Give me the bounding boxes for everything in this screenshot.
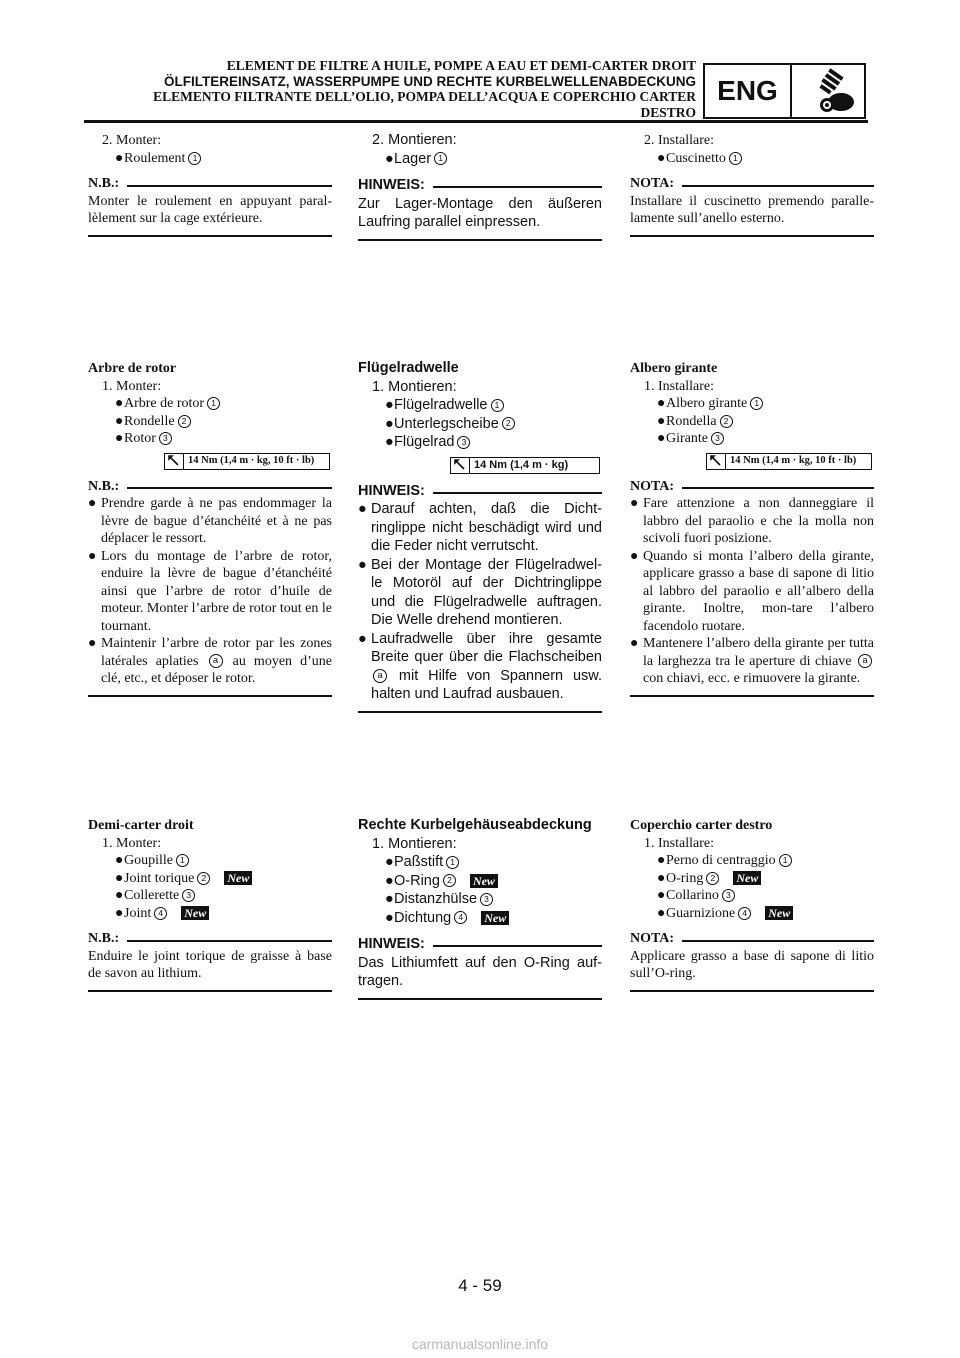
list-item: ● Arbre de rotor 1	[88, 395, 332, 413]
list-item: ● Guarnizione 4 New	[630, 905, 874, 923]
fr-rotor-section	[88, 360, 332, 697]
de-crankcase-section	[358, 816, 602, 1000]
step-label: 1. Monter:	[102, 378, 162, 394]
note-divider	[88, 695, 332, 697]
note-divider	[358, 998, 602, 1000]
torque-wrench-icon	[165, 454, 184, 469]
note-text: Monter le roulement en appuyant paral-lèlement sur la cage extérieure.	[88, 193, 332, 226]
list-item: ● Distanzhülse 3	[358, 890, 602, 909]
header-title-it-2: DESTRO	[640, 104, 696, 120]
step-label: 1. Installare:	[644, 378, 714, 394]
note-header: NOTA:	[630, 478, 874, 496]
note-header: HINWEIS:	[358, 935, 602, 954]
note-bullet: ● Mantenere l’albero della girante per tutta la larghezza tra le aperture di chiave a con chiavi, ecc. e rimuovere la girante.	[630, 636, 874, 686]
note-header: N.B.:	[88, 478, 332, 496]
list-item: ● Girante 3	[630, 430, 874, 448]
section-title: Demi-carter droit	[88, 818, 194, 833]
note-bullet: ● Laufradwelle über ihre gesamte Breite quer über die Flachscheiben a mit Hilfe von Spannern usw. halten und Laufrad ausbauen.	[358, 630, 603, 702]
page-header	[60, 58, 696, 120]
new-part-badge: New	[224, 871, 252, 885]
list-item: ● Perno di centraggio 1	[630, 852, 874, 870]
list-item: ● Albero girante 1	[630, 395, 874, 413]
section-title: Albero girante	[630, 361, 718, 376]
step-label: 1. Monter:	[102, 835, 162, 851]
header-title-it: ELEMENTO FILTRANTE DELL’OLIO, POMPA DELL’ACQUA E COPERCHIO CARTER	[153, 89, 696, 104]
step-label: 1. Installare:	[644, 835, 714, 851]
step-label: 1. Montieren:	[372, 378, 457, 395]
list-item: ● Dichtung 4 New	[358, 909, 602, 928]
list-item: ● Rondella 2	[630, 413, 874, 431]
it-crankcase-section	[630, 817, 874, 992]
note-header: NOTA:	[630, 930, 874, 948]
torque-wrench-icon	[451, 458, 470, 473]
list-item: ● Collerette 3	[88, 887, 332, 905]
list-item: ● Roulement 1	[88, 150, 332, 168]
list-item: ● Flügelrad 3	[358, 433, 602, 452]
it-bearing-section	[630, 132, 874, 237]
step-label: 2. Monter:	[102, 133, 162, 148]
step-label: 2. Installare:	[644, 133, 714, 148]
torque-spec: 14 Nm (1,4 m · kg, 10 ft · lb)	[164, 453, 330, 470]
watermark: carmanualsonline.info	[411, 1336, 549, 1352]
section-title: Rechte Kurbelgehäuseabdeckung	[358, 817, 592, 833]
note-bullet: ● Quando si monta l’albero della girante, applicare grasso a base di sapone di litio al labbro del paraolio e all’albero della girante. Inoltre, mon-tare l’albero facendolo ruotare.	[630, 548, 874, 634]
it-rotor-section	[630, 360, 874, 697]
list-item: ● Joint 4 New	[88, 905, 332, 923]
new-part-badge: New	[765, 906, 793, 920]
note-text: Zur Lager-Montage den äußeren Laufring parallel einpressen.	[358, 195, 602, 230]
section-badge	[703, 63, 866, 119]
note-divider	[630, 235, 874, 237]
note-header: HINWEIS:	[358, 176, 602, 195]
new-part-badge: New	[481, 911, 509, 925]
section-title: Coperchio carter destro	[630, 818, 773, 833]
note-header: NOTA:	[630, 175, 874, 193]
engine-wrench-icon	[792, 65, 864, 117]
note-bullet: ● Fare attenzione a non danneggiare il labbro del paraolio e che la molla non scivoli fuori posizione.	[630, 496, 874, 546]
page-number: 4 - 59	[458, 1276, 502, 1295]
section-title: Flügelradwelle	[358, 360, 459, 376]
list-item: ● Cuscinetto 1	[630, 150, 874, 168]
note-divider	[358, 711, 602, 713]
torque-wrench-icon	[707, 454, 726, 469]
note-text: Applicare grasso a base di sapone di litio sull’O-ring.	[630, 948, 874, 981]
list-item: ● Paßstift 1	[358, 853, 602, 872]
note-divider	[630, 695, 874, 697]
note-text: Enduire le joint torique de graisse à base de savon au lithium.	[88, 948, 332, 981]
note-text: Installare il cuscinetto premendo paralle-lamente sull’anello esterno.	[630, 193, 874, 226]
note-divider	[88, 235, 332, 237]
note-header: HINWEIS:	[358, 482, 602, 501]
note-bullet: ● Lors du montage de l’arbre de rotor, enduire la lèvre de bague d’étanchéité ainsi que l’arbre de rotor d’huile de moteur. Monter l’arbre de rotor tout en le tournant.	[88, 548, 332, 634]
note-bullet: ● Bei der Montage der Flügelradwel-le Motoröl auf der Dichtringlippe und die Flügelradwelle auftragen. Die Welle drehend montieren.	[358, 556, 602, 628]
list-item: ● Flügelradwelle 1	[358, 396, 602, 415]
badge-label: ENG	[705, 65, 792, 117]
list-item: ● Rotor 3	[88, 430, 332, 448]
new-part-badge: New	[181, 906, 209, 920]
header-title-de: ÖLFILTEREINSATZ, WASSERPUMPE UND RECHTE KURBELWELLENABDECKUNG	[163, 73, 696, 89]
list-item: ● Lager 1	[358, 150, 602, 169]
torque-spec: 14 Nm (1,4 m · kg)	[450, 457, 600, 474]
section-title: Arbre de rotor	[88, 361, 177, 376]
note-divider	[630, 990, 874, 992]
de-bearing-section	[358, 131, 602, 241]
note-text: Das Lithiumfett auf den O-Ring auf-tragen.	[358, 954, 602, 989]
fr-crankcase-section	[88, 817, 332, 992]
new-part-badge: New	[733, 871, 761, 885]
new-part-badge: New	[470, 874, 498, 888]
list-item: ● Rondelle 2	[88, 413, 332, 431]
list-item: ● Unterlegscheibe 2	[358, 415, 602, 434]
list-item: ● O-ring 2 New	[630, 870, 874, 888]
list-item: ● Goupille 1	[88, 852, 332, 870]
torque-spec: 14 Nm (1,4 m · kg, 10 ft · lb)	[706, 453, 872, 470]
header-title-fr: ELEMENT DE FILTRE A HUILE, POMPE A EAU ET DEMI-CARTER DROIT	[226, 58, 696, 73]
list-item: ● Joint torique 2 New	[88, 870, 332, 888]
note-bullet: ● Maintenir l’arbre de rotor par les zones latérales aplaties a au moyen d’une clé, etc., et déposer le rotor.	[88, 636, 332, 686]
note-header: N.B.:	[88, 930, 332, 948]
step-label: 1. Montieren:	[372, 835, 457, 852]
note-divider	[88, 990, 332, 992]
list-item: ● Collarino 3	[630, 887, 874, 905]
note-bullet: ● Prendre garde à ne pas endommager la lèvre de bague d’étanchéité et à ne pas déplacer le ressort.	[88, 496, 332, 546]
header-divider	[84, 120, 868, 123]
de-rotor-section	[358, 359, 602, 713]
step-label: 2. Montieren:	[372, 132, 457, 148]
fr-bearing-section	[88, 132, 332, 237]
note-header: N.B.:	[88, 175, 332, 193]
note-divider	[358, 239, 602, 241]
note-bullet: ● Darauf achten, daß die Dicht-ringlippe nicht beschädigt wird und die Feder nicht verrutscht.	[358, 501, 602, 554]
list-item: ● O-Ring 2 New	[358, 872, 602, 891]
